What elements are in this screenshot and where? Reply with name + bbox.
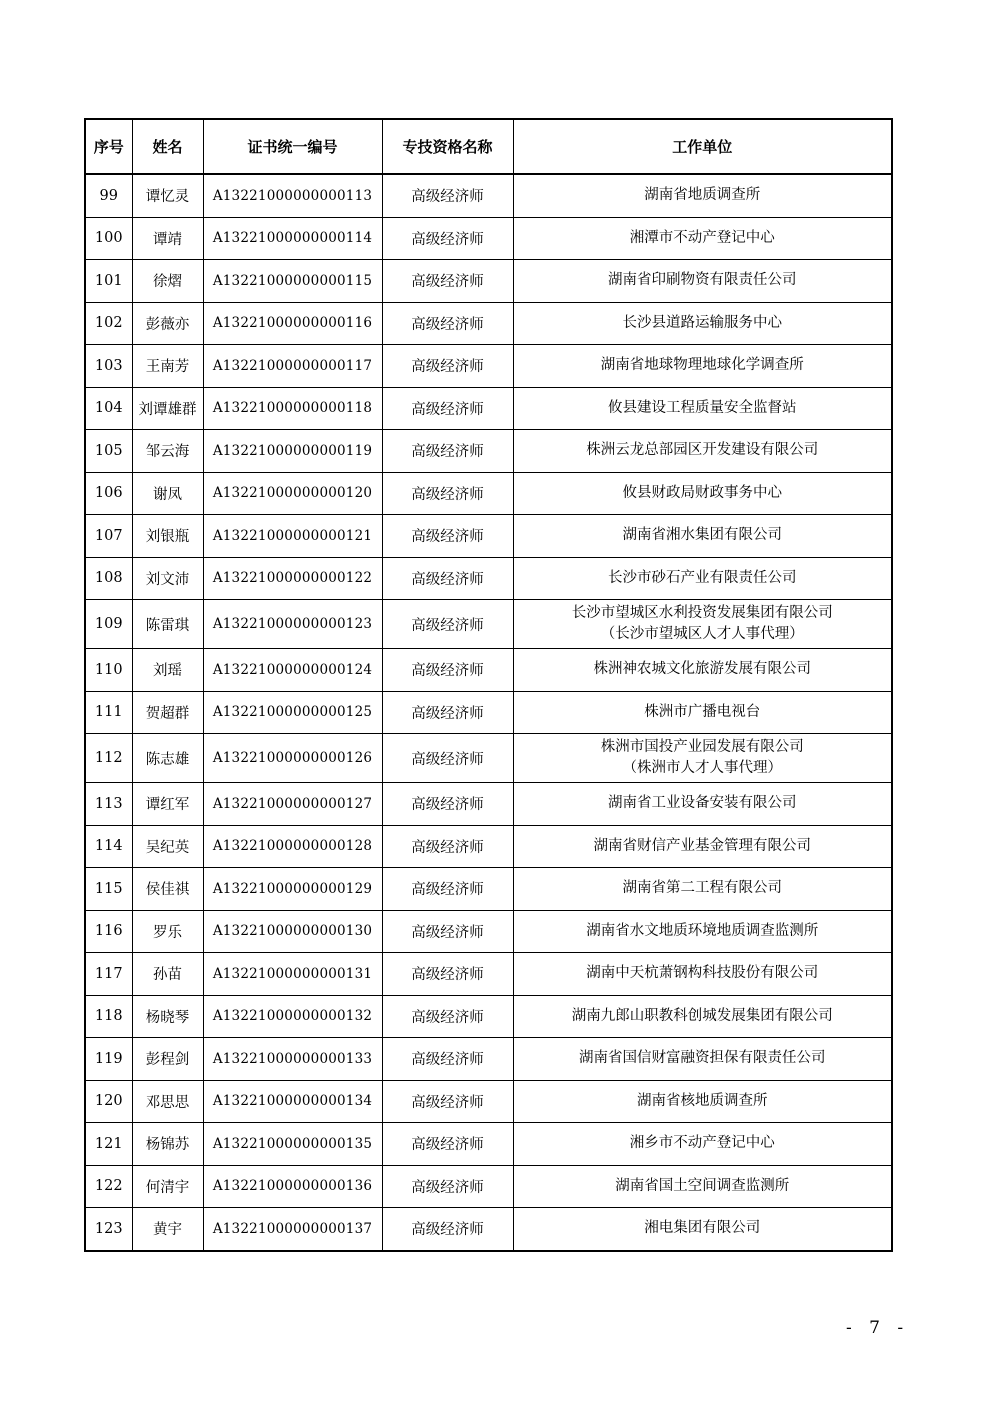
cell-name: 谭红军 (132, 783, 203, 826)
cell-cert-code: A13221000000000118 (203, 387, 382, 430)
cell-qualification: 高级经济师 (382, 217, 513, 260)
table-row (85, 825, 892, 868)
work-unit-line: 湖南省财信产业基金管理有限公司 (593, 837, 811, 854)
cell-qualification: 高级经济师 (382, 825, 513, 868)
work-unit-line: 长沙市望城区水利投资发展集团有限公司 (571, 605, 833, 621)
cell-work-unit (513, 1208, 892, 1251)
work-unit-line: （株洲市人才人事代理） (622, 760, 782, 776)
cell-qualification: 高级经济师 (382, 868, 513, 911)
cell-qualification: 高级经济师 (382, 387, 513, 430)
cell-qualification: 高级经济师 (382, 345, 513, 388)
cell-qualification: 高级经济师 (382, 1165, 513, 1208)
cell-qualification: 高级经济师 (382, 910, 513, 953)
work-unit-line: 湖南中天杭萧钢构科技股份有限公司 (586, 965, 819, 982)
cell-work-unit (513, 557, 892, 600)
cell-seq: 117 (85, 953, 132, 996)
cell-name: 王南芳 (132, 345, 203, 388)
table-row (85, 387, 892, 430)
cell-work-unit (513, 1080, 892, 1123)
cell-seq: 104 (85, 387, 132, 430)
header-work-unit: 工作单位 (513, 119, 892, 174)
cell-name: 何清宇 (132, 1165, 203, 1208)
work-unit-line: 湘潭市不动产登记中心 (629, 229, 775, 246)
cell-name: 杨晓琴 (132, 995, 203, 1038)
cell-cert-code: A13221000000000125 (203, 691, 382, 734)
cell-seq: 106 (85, 472, 132, 515)
cell-cert-code: A13221000000000117 (203, 345, 382, 388)
work-unit-line: 攸县财政局财政事务中心 (622, 484, 782, 501)
table-row (85, 260, 892, 303)
cell-cert-code: A13221000000000133 (203, 1038, 382, 1081)
cell-cert-code: A13221000000000129 (203, 868, 382, 911)
cell-name: 贺超群 (132, 691, 203, 734)
cell-seq: 116 (85, 910, 132, 953)
cell-work-unit (513, 1123, 892, 1166)
cell-work-unit (513, 260, 892, 303)
cell-cert-code: A13221000000000122 (203, 557, 382, 600)
cell-cert-code: A13221000000000131 (203, 953, 382, 996)
cell-cert-code: A13221000000000116 (203, 302, 382, 345)
work-unit-line: 株洲市广播电视台 (644, 703, 761, 720)
cell-seq: 122 (85, 1165, 132, 1208)
cell-work-unit (513, 515, 892, 558)
cell-cert-code: A13221000000000115 (203, 260, 382, 303)
cell-seq: 101 (85, 260, 132, 303)
cell-seq: 103 (85, 345, 132, 388)
cell-cert-code: A13221000000000134 (203, 1080, 382, 1123)
cell-work-unit (513, 910, 892, 953)
cell-qualification: 高级经济师 (382, 953, 513, 996)
cell-cert-code: A13221000000000121 (203, 515, 382, 558)
cell-work-unit (513, 649, 892, 692)
cell-seq: 120 (85, 1080, 132, 1123)
header-qualification: 专技资格名称 (382, 119, 513, 174)
work-unit-line: 湖南省工业设备安装有限公司 (608, 795, 797, 812)
cell-work-unit (513, 995, 892, 1038)
cell-seq: 113 (85, 783, 132, 826)
work-unit-line: 湖南省地球物理地球化学调查所 (600, 357, 804, 374)
work-unit-line: 湖南省地质调查所 (644, 187, 761, 204)
work-unit-line: 湘电集团有限公司 (644, 1220, 761, 1237)
cell-name: 吴纪英 (132, 825, 203, 868)
table-row (85, 734, 892, 783)
cell-cert-code: A13221000000000128 (203, 825, 382, 868)
cell-name: 谢凤 (132, 472, 203, 515)
table-row (85, 953, 892, 996)
cell-cert-code: A13221000000000123 (203, 600, 382, 649)
cell-name: 刘文沛 (132, 557, 203, 600)
cell-cert-code: A13221000000000132 (203, 995, 382, 1038)
cell-name: 刘谭雄群 (132, 387, 203, 430)
table-row (85, 1165, 892, 1208)
cell-work-unit (513, 1165, 892, 1208)
cell-name: 刘瑶 (132, 649, 203, 692)
cell-seq: 102 (85, 302, 132, 345)
cell-qualification: 高级经济师 (382, 600, 513, 649)
cell-name: 谭靖 (132, 217, 203, 260)
cell-cert-code: A13221000000000113 (203, 174, 382, 217)
cell-seq: 108 (85, 557, 132, 600)
cell-cert-code: A13221000000000130 (203, 910, 382, 953)
work-unit-line: 攸县建设工程质量安全监督站 (608, 399, 797, 416)
cell-cert-code: A13221000000000137 (203, 1208, 382, 1251)
certificate-table (84, 118, 893, 1252)
cell-qualification: 高级经济师 (382, 430, 513, 473)
cell-work-unit (513, 734, 892, 783)
cell-work-unit (513, 953, 892, 996)
table-row (85, 691, 892, 734)
cell-cert-code: A13221000000000114 (203, 217, 382, 260)
cell-qualification: 高级经济师 (382, 1123, 513, 1166)
work-unit-line: 湘乡市不动产登记中心 (629, 1135, 775, 1152)
cell-name: 黄宇 (132, 1208, 203, 1251)
cell-seq: 109 (85, 600, 132, 649)
cell-seq: 123 (85, 1208, 132, 1251)
cell-work-unit (513, 600, 892, 649)
cell-qualification: 高级经济师 (382, 1208, 513, 1251)
table-body (85, 174, 892, 1251)
cell-cert-code: A13221000000000126 (203, 734, 382, 783)
cell-seq: 112 (85, 734, 132, 783)
cell-qualification: 高级经济师 (382, 691, 513, 734)
table-row (85, 217, 892, 260)
table-row (85, 600, 892, 649)
header-seq: 序号 (85, 119, 132, 174)
cell-name: 邹云海 (132, 430, 203, 473)
cell-qualification: 高级经济师 (382, 649, 513, 692)
table-row (85, 1123, 892, 1166)
cell-name: 孙苗 (132, 953, 203, 996)
table-row (85, 472, 892, 515)
cell-name: 彭程剑 (132, 1038, 203, 1081)
cell-seq: 118 (85, 995, 132, 1038)
cell-name: 邓思思 (132, 1080, 203, 1123)
cell-name: 谭忆灵 (132, 174, 203, 217)
cell-seq: 121 (85, 1123, 132, 1166)
cell-qualification: 高级经济师 (382, 734, 513, 783)
work-unit-line: 长沙市砂石产业有限责任公司 (608, 569, 797, 586)
cell-cert-code: A13221000000000124 (203, 649, 382, 692)
cell-seq: 119 (85, 1038, 132, 1081)
cell-cert-code: A13221000000000136 (203, 1165, 382, 1208)
cell-name: 杨锦苏 (132, 1123, 203, 1166)
cell-work-unit (513, 472, 892, 515)
work-unit-line: （长沙市望城区人才人事代理） (600, 626, 804, 642)
table-row (85, 515, 892, 558)
cell-name: 陈雷琪 (132, 600, 203, 649)
cell-name: 侯佳祺 (132, 868, 203, 911)
work-unit-line: 湖南省印刷物资有限责任公司 (608, 272, 797, 289)
work-unit-line: 湖南省湘水集团有限公司 (622, 527, 782, 544)
cell-name: 刘银瓶 (132, 515, 203, 558)
work-unit-line: 湖南九郎山职教科创城发展集团有限公司 (571, 1007, 833, 1024)
work-unit-line: 湖南省核地质调查所 (637, 1092, 768, 1109)
work-unit-line: 湖南省水文地质环境地质调查监测所 (586, 922, 819, 939)
cell-work-unit (513, 691, 892, 734)
table-row (85, 1080, 892, 1123)
table-row (85, 1038, 892, 1081)
table-row (85, 783, 892, 826)
cell-name: 陈志雄 (132, 734, 203, 783)
cell-seq: 114 (85, 825, 132, 868)
cell-qualification: 高级经济师 (382, 1038, 513, 1081)
cell-name: 徐熠 (132, 260, 203, 303)
cell-qualification: 高级经济师 (382, 557, 513, 600)
cell-seq: 105 (85, 430, 132, 473)
work-unit-line: 长沙县道路运输服务中心 (622, 314, 782, 331)
cell-cert-code: A13221000000000120 (203, 472, 382, 515)
table-row (85, 345, 892, 388)
table-row (85, 910, 892, 953)
cell-work-unit (513, 345, 892, 388)
cell-seq: 115 (85, 868, 132, 911)
cell-name: 罗乐 (132, 910, 203, 953)
work-unit-line: 株洲市国投产业园发展有限公司 (600, 739, 804, 755)
table-row (85, 868, 892, 911)
cell-seq: 100 (85, 217, 132, 260)
cell-work-unit (513, 1038, 892, 1081)
cell-qualification: 高级经济师 (382, 260, 513, 303)
cell-cert-code: A13221000000000135 (203, 1123, 382, 1166)
table-row (85, 649, 892, 692)
cell-qualification: 高级经济师 (382, 783, 513, 826)
cell-work-unit (513, 868, 892, 911)
cell-qualification: 高级经济师 (382, 1080, 513, 1123)
cell-work-unit (513, 387, 892, 430)
cell-seq: 111 (85, 691, 132, 734)
cell-work-unit (513, 174, 892, 217)
cell-work-unit (513, 302, 892, 345)
page-number: - 7 - (846, 1318, 910, 1338)
table-row (85, 302, 892, 345)
cell-qualification: 高级经济师 (382, 995, 513, 1038)
cell-qualification: 高级经济师 (382, 472, 513, 515)
work-unit-line: 湖南省第二工程有限公司 (622, 880, 782, 897)
header-cert-code: 证书统一编号 (203, 119, 382, 174)
table-row (85, 557, 892, 600)
table-row (85, 995, 892, 1038)
cell-work-unit (513, 825, 892, 868)
table-header-row (85, 119, 892, 174)
cell-qualification: 高级经济师 (382, 515, 513, 558)
cell-seq: 99 (85, 174, 132, 217)
header-name: 姓名 (132, 119, 203, 174)
table-row (85, 1208, 892, 1251)
cell-work-unit (513, 217, 892, 260)
cell-qualification: 高级经济师 (382, 302, 513, 345)
cell-cert-code: A13221000000000127 (203, 783, 382, 826)
cell-name: 彭薇亦 (132, 302, 203, 345)
work-unit-line: 株洲云龙总部园区开发建设有限公司 (586, 442, 819, 459)
work-unit-line: 湖南省国信财富融资担保有限责任公司 (579, 1050, 826, 1067)
table-row (85, 430, 892, 473)
cell-seq: 110 (85, 649, 132, 692)
work-unit-line: 湖南省国土空间调查监测所 (615, 1177, 790, 1194)
cell-qualification: 高级经济师 (382, 174, 513, 217)
cell-work-unit (513, 430, 892, 473)
cell-cert-code: A13221000000000119 (203, 430, 382, 473)
cell-seq: 107 (85, 515, 132, 558)
work-unit-line: 株洲神农城文化旅游发展有限公司 (593, 661, 811, 678)
cell-work-unit (513, 783, 892, 826)
table-row (85, 174, 892, 217)
